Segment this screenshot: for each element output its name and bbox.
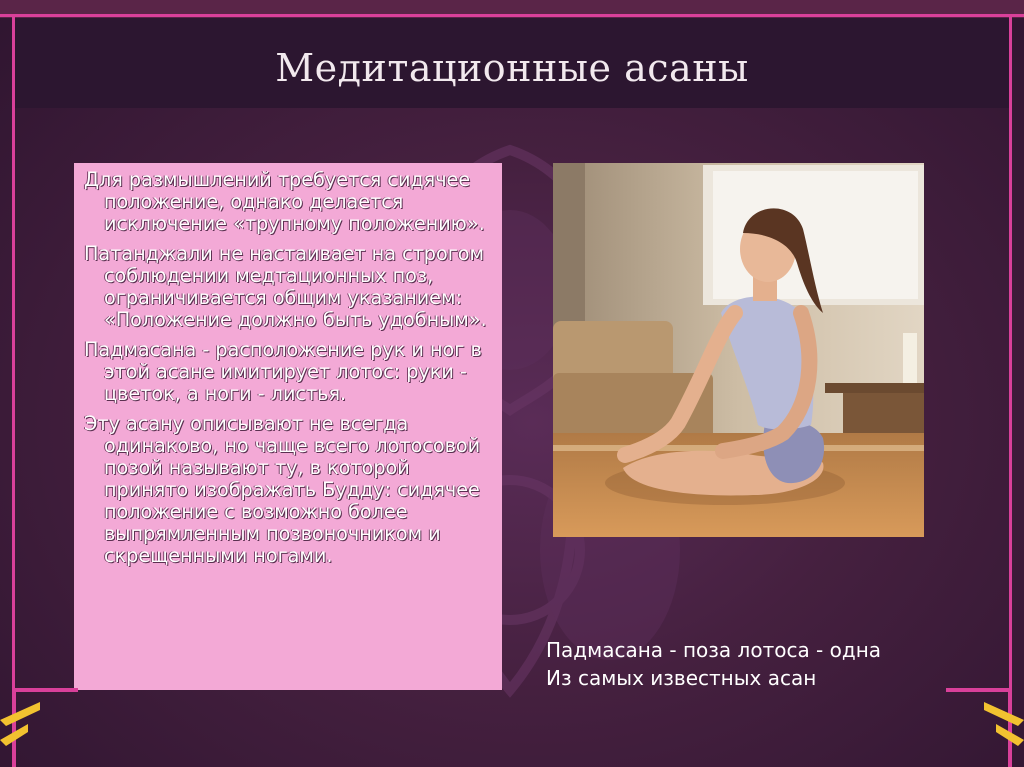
top-frame-border	[0, 0, 1024, 18]
corner-ornament-left-icon	[0, 680, 80, 767]
right-frame-border	[1009, 14, 1012, 767]
corner-ornament-right-icon	[944, 680, 1024, 767]
slide-title: Медитационные асаны	[275, 46, 749, 90]
text-box	[74, 163, 502, 690]
caption-line-2: Из самых известных асан	[546, 666, 817, 690]
paragraph-3: Падмасана - расположение рук и ног в этой асане имитирует лотос: руки - цветок, а ноги - листья.	[84, 338, 482, 405]
paragraph-1: Для размышлений требуется сидячее положение, однако делается исключение «трупному положению».	[84, 168, 485, 235]
title-bar	[15, 18, 1009, 108]
left-frame-border	[12, 14, 15, 767]
caption-line-1: Падмасана - поза лотоса - одна	[546, 638, 882, 662]
paragraph-4: Эту асану описывают не всегда одинаково, но чаще всего лотосовой позой называют ту, в которой принято изображать Будду: сидячее положение с возможно более выпрямленным позвоночником и скрещенными ногами.	[84, 412, 481, 567]
paragraph-2: Патанджали не настаивает на строгом соблюдении медтационных поз, ограничивается общим указанием: «Положение должно быть удобным».	[84, 242, 487, 331]
yoga-lotus-pose-photo	[553, 163, 924, 537]
photo-caption	[546, 636, 946, 692]
